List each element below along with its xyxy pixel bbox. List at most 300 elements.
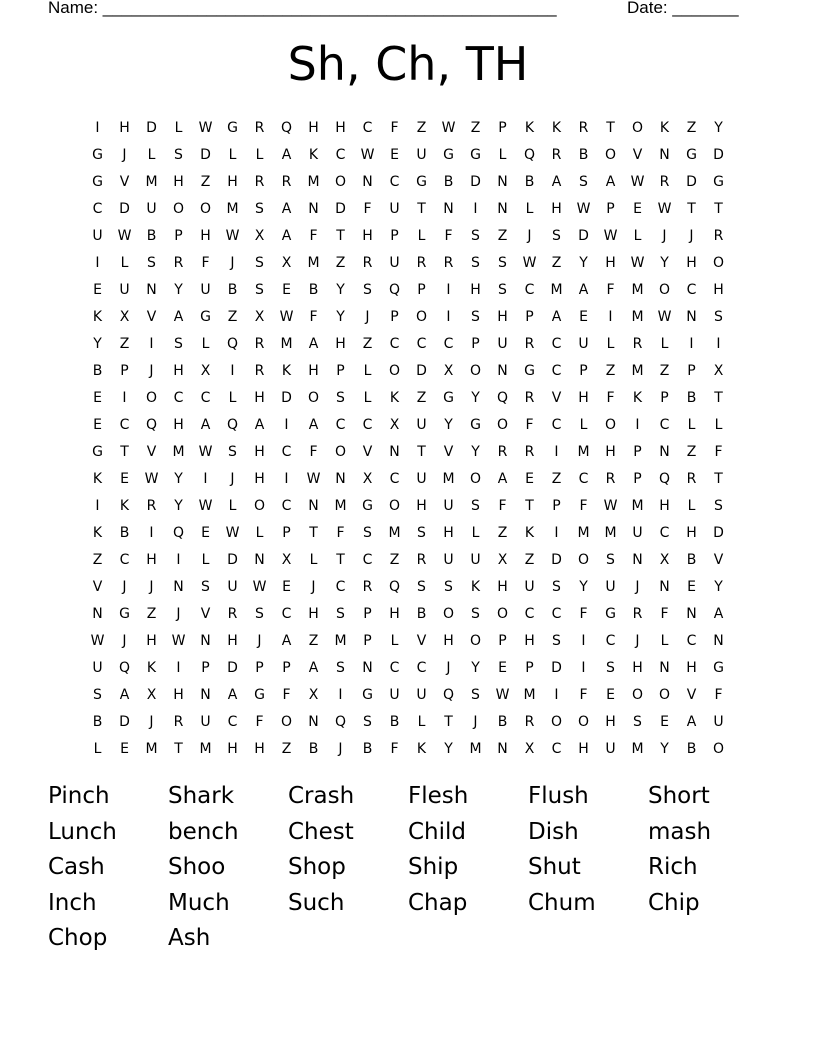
grid-letter: N <box>497 173 508 190</box>
grid-letter: X <box>713 362 724 379</box>
grid-letter: J <box>122 578 127 595</box>
grid-letter: M <box>523 686 536 703</box>
grid-letter: P <box>363 605 372 622</box>
grid-letter: Y <box>471 659 480 676</box>
grid-letter: T <box>309 524 318 541</box>
grid-letter: N <box>362 659 373 676</box>
grid-letter: D <box>713 146 724 163</box>
grid-letter: L <box>228 389 237 406</box>
grid-letter: O <box>469 362 482 379</box>
grid-letter: Q <box>118 659 131 676</box>
grid-letter: R <box>443 254 454 271</box>
grid-letter: A <box>605 173 616 190</box>
grid-letter: A <box>200 416 211 433</box>
word-list-item: Pinch <box>48 783 110 809</box>
grid-letter: S <box>93 686 102 703</box>
grid-letter: O <box>415 308 428 325</box>
grid-letter: M <box>631 308 644 325</box>
grid-letter: F <box>363 200 372 217</box>
grid-letter: C <box>335 416 346 433</box>
grid-letter: Z <box>308 632 319 649</box>
grid-letter: C <box>524 281 535 298</box>
grid-letter: P <box>633 443 642 460</box>
grid-letter: S <box>552 578 561 595</box>
grid-letter: P <box>417 281 426 298</box>
grid-letter: E <box>282 281 291 298</box>
grid-letter: G <box>254 686 265 703</box>
grid-letter: O <box>388 362 401 379</box>
grid-letter: U <box>416 416 427 433</box>
grid-row <box>84 573 732 600</box>
grid-letter: P <box>390 227 399 244</box>
grid-letter: V <box>146 308 157 325</box>
grid-letter: A <box>308 659 319 676</box>
word-list-item: Shoo <box>168 854 226 881</box>
grid-letter: B <box>578 146 589 163</box>
grid-letter: A <box>686 713 697 730</box>
grid-letter: G <box>200 308 211 325</box>
grid-letter: H <box>443 524 454 541</box>
grid-letter: O <box>388 497 401 514</box>
grid-letter: W <box>522 254 537 271</box>
word-list-item: Dish <box>528 818 579 845</box>
grid-letter: H <box>254 740 265 757</box>
grid-letter: N <box>686 605 697 622</box>
grid-row <box>84 600 732 627</box>
grid-letter: L <box>660 632 669 649</box>
grid-letter: O <box>577 713 590 730</box>
grid-letter: K <box>389 389 400 406</box>
grid-letter: S <box>363 524 372 541</box>
grid-letter: W <box>603 227 618 244</box>
grid-letter: S <box>579 173 588 190</box>
grid-letter: H <box>119 119 130 136</box>
grid-letter: J <box>446 659 451 676</box>
grid-letter: P <box>687 362 696 379</box>
grid-letter: F <box>606 389 615 406</box>
grid-row <box>84 114 732 141</box>
grid-letter: L <box>606 335 615 352</box>
grid-letter: L <box>579 416 588 433</box>
grid-letter: U <box>416 686 427 703</box>
grid-letter: W <box>144 470 159 487</box>
word-list-item: Chap <box>408 889 468 916</box>
grid-letter: K <box>632 389 643 406</box>
grid-letter: C <box>524 605 535 622</box>
grid-letter: U <box>416 470 427 487</box>
grid-letter: T <box>120 443 129 460</box>
grid-letter: K <box>659 119 670 136</box>
grid-letter: Z <box>200 173 211 190</box>
grid-letter: F <box>714 686 723 703</box>
grid-letter: B <box>686 551 697 568</box>
grid-letter: X <box>254 308 265 325</box>
grid-letter: H <box>632 659 643 676</box>
grid-letter: Z <box>659 362 670 379</box>
word-list-item: Child <box>408 818 467 845</box>
grid-letter: F <box>201 254 210 271</box>
grid-letter: H <box>497 308 508 325</box>
grid-letter: M <box>145 173 158 190</box>
grid-letter: W <box>171 632 186 649</box>
grid-letter: G <box>92 443 103 460</box>
grid-letter: W <box>630 254 645 271</box>
grid-row <box>84 546 732 573</box>
grid-letter: O <box>496 605 509 622</box>
grid-letter: H <box>578 389 589 406</box>
grid-letter: U <box>605 740 616 757</box>
grid-letter: H <box>497 578 508 595</box>
grid-letter: L <box>633 227 642 244</box>
grid-letter: L <box>120 254 129 271</box>
grid-letter: W <box>90 632 105 649</box>
grid-letter: Y <box>471 389 480 406</box>
grid-letter: N <box>497 740 508 757</box>
grid-letter: Z <box>551 470 562 487</box>
grid-letter: Z <box>281 740 292 757</box>
grid-letter: G <box>713 173 724 190</box>
grid-letter: X <box>119 308 130 325</box>
grid-letter: Y <box>471 443 480 460</box>
grid-letter: A <box>551 308 562 325</box>
grid-letter: S <box>471 227 480 244</box>
grid-letter: H <box>173 416 184 433</box>
grid-letter: V <box>443 443 454 460</box>
grid-letter: S <box>471 308 480 325</box>
grid-letter: W <box>225 524 240 541</box>
grid-row <box>84 330 732 357</box>
grid-letter: M <box>631 740 644 757</box>
grid-letter: C <box>578 470 589 487</box>
grid-letter: K <box>92 524 103 541</box>
grid-letter: R <box>227 605 238 622</box>
grid-letter: C <box>416 335 427 352</box>
word-list-item: Flush <box>528 783 589 809</box>
grid-letter: R <box>524 335 535 352</box>
grid-letter: C <box>659 416 670 433</box>
grid-letter: N <box>497 362 508 379</box>
grid-letter: K <box>119 497 130 514</box>
grid-letter: I <box>446 308 451 325</box>
grid-letter: U <box>632 524 643 541</box>
grid-row <box>84 411 732 438</box>
grid-letter: S <box>606 551 615 568</box>
grid-letter: H <box>254 470 265 487</box>
grid-letter: B <box>308 281 319 298</box>
grid-letter: Y <box>579 578 588 595</box>
grid-letter: G <box>470 416 481 433</box>
word-list-item: Ship <box>408 854 459 881</box>
grid-letter: C <box>281 443 292 460</box>
page-title: Sh, Ch, TH <box>287 37 529 91</box>
grid-letter: J <box>527 227 532 244</box>
grid-letter: W <box>117 227 132 244</box>
grid-letter: I <box>608 308 613 325</box>
grid-letter: X <box>308 686 319 703</box>
grid-letter: F <box>309 227 318 244</box>
grid-row <box>84 222 732 249</box>
grid-letter: P <box>282 659 291 676</box>
grid-letter: E <box>390 146 399 163</box>
grid-letter: Y <box>336 308 345 325</box>
grid-row <box>84 249 732 276</box>
grid-letter: H <box>227 740 238 757</box>
grid-letter: N <box>254 551 265 568</box>
grid-letter: W <box>225 227 240 244</box>
grid-letter: V <box>200 605 211 622</box>
grid-letter: O <box>631 119 644 136</box>
grid-letter: T <box>714 200 723 217</box>
grid-letter: E <box>93 416 102 433</box>
grid-letter: I <box>176 551 181 568</box>
grid-letter: M <box>307 173 320 190</box>
grid-letter: X <box>497 551 508 568</box>
grid-letter: I <box>95 119 100 136</box>
grid-letter: M <box>145 740 158 757</box>
grid-row <box>84 168 732 195</box>
grid-letter: G <box>470 146 481 163</box>
grid-letter: W <box>441 119 456 136</box>
grid-letter: C <box>119 551 130 568</box>
grid-letter: I <box>338 686 343 703</box>
grid-letter: N <box>659 146 670 163</box>
grid-letter: E <box>660 713 669 730</box>
grid-letter: D <box>551 659 562 676</box>
grid-letter: G <box>362 497 373 514</box>
grid-letter: A <box>497 470 508 487</box>
grid-letter: Z <box>470 119 481 136</box>
grid-letter: V <box>119 173 130 190</box>
grid-letter: T <box>606 119 615 136</box>
grid-letter: C <box>416 659 427 676</box>
grid-letter: C <box>551 362 562 379</box>
grid-letter: O <box>658 281 671 298</box>
grid-letter: Z <box>416 389 427 406</box>
grid-letter: I <box>176 659 181 676</box>
grid-letter: I <box>203 470 208 487</box>
grid-letter: I <box>554 524 559 541</box>
grid-letter: I <box>581 659 586 676</box>
grid-letter: E <box>93 281 102 298</box>
grid-letter: G <box>443 146 454 163</box>
grid-row <box>84 438 732 465</box>
grid-letter: L <box>417 713 426 730</box>
grid-letter: S <box>471 254 480 271</box>
grid-letter: G <box>686 146 697 163</box>
grid-letter: C <box>227 713 238 730</box>
grid-letter: D <box>200 146 211 163</box>
word-list-item: Rich <box>648 854 698 881</box>
grid-letter: J <box>311 578 316 595</box>
grid-letter: Y <box>444 740 453 757</box>
grid-letter: V <box>713 551 724 568</box>
grid-letter: N <box>443 200 454 217</box>
grid-letter: O <box>334 443 347 460</box>
grid-letter: Q <box>145 416 158 433</box>
grid-letter: R <box>524 713 535 730</box>
grid-letter: W <box>657 200 672 217</box>
grid-letter: Z <box>551 254 562 271</box>
grid-letter: A <box>308 416 319 433</box>
grid-letter: C <box>92 200 103 217</box>
grid-letter: F <box>255 713 264 730</box>
grid-letter: R <box>524 443 535 460</box>
grid-row <box>84 195 732 222</box>
grid-row <box>84 708 732 735</box>
grid-letter: S <box>201 578 210 595</box>
grid-letter: Q <box>442 686 455 703</box>
grid-letter: T <box>336 227 345 244</box>
grid-letter: U <box>146 200 157 217</box>
grid-row <box>84 141 732 168</box>
grid-letter: T <box>687 200 696 217</box>
grid-letter: O <box>604 416 617 433</box>
grid-letter: U <box>443 551 454 568</box>
grid-letter: S <box>606 659 615 676</box>
grid-letter: H <box>605 443 616 460</box>
grid-letter: H <box>146 632 157 649</box>
grid-letter: M <box>631 497 644 514</box>
grid-letter: M <box>577 443 590 460</box>
grid-row <box>84 519 732 546</box>
grid-letter: Z <box>497 524 508 541</box>
grid-letter: X <box>281 254 292 271</box>
grid-letter: Z <box>524 551 535 568</box>
grid-letter: Z <box>335 254 346 271</box>
grid-letter: U <box>227 578 238 595</box>
grid-letter: S <box>471 686 480 703</box>
grid-letter: A <box>281 200 292 217</box>
grid-letter: W <box>630 173 645 190</box>
grid-letter: C <box>551 740 562 757</box>
grid-letter: X <box>146 686 157 703</box>
grid-letter: M <box>604 524 617 541</box>
grid-letter: I <box>284 416 289 433</box>
word-list-item: Chest <box>288 818 354 845</box>
grid-letter: I <box>230 362 235 379</box>
grid-letter: Z <box>686 443 697 460</box>
grid-letter: L <box>147 146 156 163</box>
grid-letter: O <box>712 740 725 757</box>
grid-letter: H <box>308 605 319 622</box>
grid-letter: C <box>119 416 130 433</box>
grid-letter: O <box>334 173 347 190</box>
word-list-item: Ash <box>168 925 211 952</box>
grid-letter: P <box>336 362 345 379</box>
grid-letter: I <box>95 254 100 271</box>
word-list-item: Shark <box>168 783 235 809</box>
grid-letter: W <box>360 146 375 163</box>
grid-letter: Z <box>605 362 616 379</box>
grid-letter: J <box>365 308 370 325</box>
grid-letter: N <box>308 200 319 217</box>
grid-letter: R <box>254 335 265 352</box>
grid-letter: A <box>308 335 319 352</box>
grid-letter: F <box>660 605 669 622</box>
grid-letter: W <box>657 308 672 325</box>
grid-letter: N <box>659 443 670 460</box>
grid-letter: S <box>471 605 480 622</box>
grid-letter: C <box>551 335 562 352</box>
grid-letter: O <box>307 389 320 406</box>
grid-letter: O <box>496 416 509 433</box>
grid-letter: J <box>635 632 640 649</box>
grid-letter: N <box>659 659 670 676</box>
grid-letter: N <box>659 578 670 595</box>
grid-letter: R <box>713 227 724 244</box>
grid-row <box>84 492 732 519</box>
grid-letter: L <box>498 146 507 163</box>
grid-letter: T <box>336 551 345 568</box>
word-search-grid <box>84 114 732 762</box>
grid-letter: M <box>469 740 482 757</box>
grid-letter: R <box>416 254 427 271</box>
grid-letter: A <box>281 227 292 244</box>
grid-letter: O <box>280 713 293 730</box>
grid-letter: N <box>92 605 103 622</box>
grid-letter: V <box>632 146 643 163</box>
grid-letter: U <box>605 578 616 595</box>
grid-letter: R <box>173 254 184 271</box>
grid-letter: S <box>363 713 372 730</box>
word-list-item: Shut <box>528 854 581 881</box>
grid-letter: H <box>578 740 589 757</box>
grid-letter: C <box>443 335 454 352</box>
grid-letter: U <box>389 200 400 217</box>
grid-letter: A <box>227 686 238 703</box>
grid-letter: L <box>687 416 696 433</box>
grid-letter: P <box>498 119 507 136</box>
grid-letter: B <box>92 362 103 379</box>
grid-letter: Q <box>658 470 671 487</box>
grid-letter: S <box>417 524 426 541</box>
grid-letter: L <box>471 524 480 541</box>
grid-letter: G <box>605 605 616 622</box>
grid-letter: J <box>635 578 640 595</box>
grid-letter: Q <box>334 713 347 730</box>
grid-letter: A <box>578 281 589 298</box>
grid-letter: J <box>122 632 127 649</box>
grid-letter: S <box>336 659 345 676</box>
grid-letter: H <box>686 254 697 271</box>
grid-letter: D <box>119 200 130 217</box>
grid-letter: J <box>338 740 343 757</box>
grid-letter: X <box>524 740 535 757</box>
grid-letter: S <box>498 281 507 298</box>
grid-letter: H <box>470 281 481 298</box>
grid-letter: R <box>497 443 508 460</box>
grid-letter: L <box>228 146 237 163</box>
grid-letter: U <box>200 281 211 298</box>
grid-letter: H <box>227 632 238 649</box>
grid-letter: J <box>662 227 667 244</box>
grid-letter: K <box>524 119 535 136</box>
grid-letter: Y <box>174 281 183 298</box>
grid-letter: C <box>659 524 670 541</box>
word-list-item: Short <box>648 783 710 809</box>
grid-letter: O <box>145 389 158 406</box>
grid-letter: A <box>713 605 724 622</box>
grid-letter: I <box>284 470 289 487</box>
grid-letter: O <box>658 686 671 703</box>
grid-letter: M <box>172 443 185 460</box>
grid-letter: V <box>686 686 697 703</box>
grid-letter: F <box>282 686 291 703</box>
grid-letter: Y <box>174 497 183 514</box>
grid-row <box>84 735 732 762</box>
grid-letter: E <box>579 308 588 325</box>
grid-letter: H <box>686 659 697 676</box>
